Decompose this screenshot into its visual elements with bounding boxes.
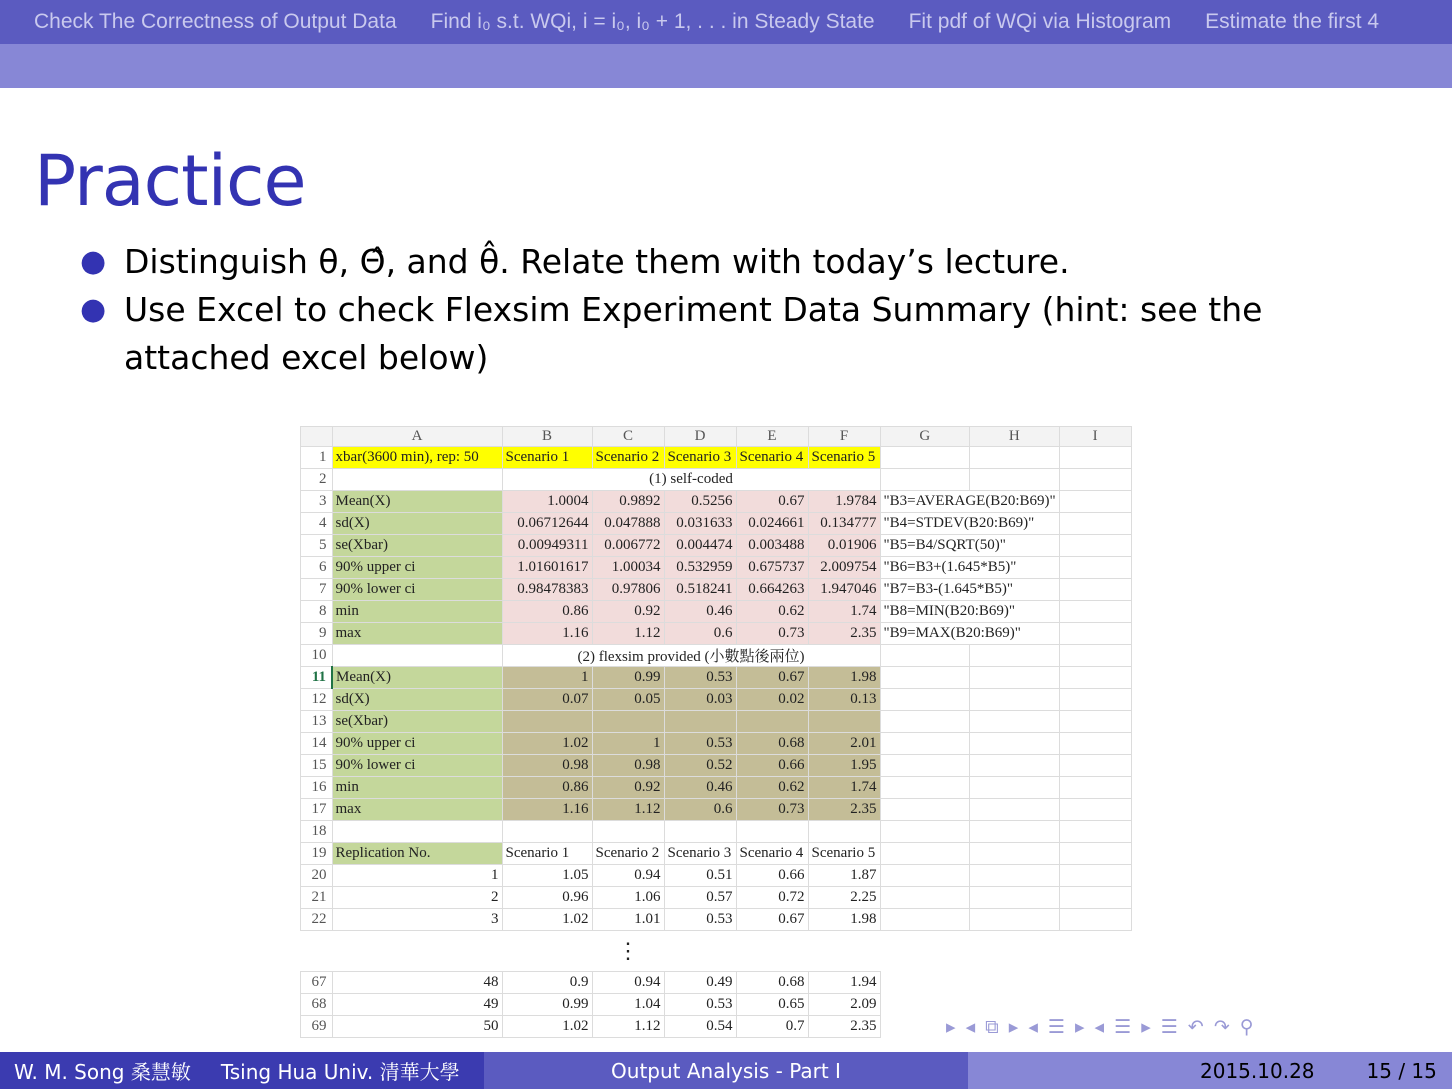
column-header-row xyxy=(301,427,1132,447)
row-header[interactable]: 22 xyxy=(301,909,333,931)
section-label-cell[interactable]: (1) self-coded xyxy=(502,469,880,491)
value-cell[interactable]: 1.9784 xyxy=(808,491,880,513)
header-cell[interactable]: Scenario 3 xyxy=(664,447,736,469)
value-cell[interactable]: 0.54 xyxy=(664,1016,736,1038)
value-cell[interactable]: 1.16 xyxy=(502,799,592,821)
row-header[interactable]: 4 xyxy=(301,513,333,535)
bullet-item xyxy=(78,286,1378,382)
value-cell[interactable]: 1.05 xyxy=(502,865,592,887)
row-header[interactable]: 7 xyxy=(301,579,333,601)
cell[interactable] xyxy=(1059,601,1131,623)
cell[interactable] xyxy=(1059,733,1131,755)
value-cell[interactable]: 1.02 xyxy=(502,909,592,931)
value-cell[interactable]: 1 xyxy=(502,667,592,689)
header-cell[interactable]: Scenario 4 xyxy=(736,843,808,865)
value-cell[interactable]: 1.12 xyxy=(592,1016,664,1038)
value-cell[interactable]: 1.0004 xyxy=(502,491,592,513)
sheet-row xyxy=(301,513,1132,535)
sheet-row xyxy=(301,623,1132,645)
formula-note-cell[interactable]: "B9=MAX(B20:B69)" xyxy=(880,623,1059,645)
column-header[interactable]: B xyxy=(502,427,592,447)
cell[interactable] xyxy=(880,865,970,887)
cell[interactable] xyxy=(1059,689,1131,711)
cell[interactable] xyxy=(970,689,1060,711)
value-cell[interactable]: 0.047888 xyxy=(592,513,664,535)
cell[interactable] xyxy=(970,447,1060,469)
cell[interactable] xyxy=(1059,821,1131,843)
bullet-dot-icon: ● xyxy=(80,244,107,279)
formula-note-cell[interactable]: "B7=B3-(1.645*B5)" xyxy=(880,579,1059,601)
row-header[interactable]: 15 xyxy=(301,755,333,777)
cell xyxy=(1059,931,1131,972)
cell[interactable] xyxy=(592,821,664,843)
sheet-row xyxy=(301,557,1132,579)
bullet-text: Distinguish θ, Θ̂, and θ̂. Relate them with today’s lecture. xyxy=(124,242,1070,281)
cell[interactable] xyxy=(970,821,1060,843)
value-cell[interactable] xyxy=(808,711,880,733)
header-cell[interactable]: Scenario 1 xyxy=(502,843,592,865)
cell[interactable] xyxy=(1059,667,1131,689)
column-header[interactable]: H xyxy=(970,427,1060,447)
cell[interactable] xyxy=(970,865,1060,887)
value-cell[interactable]: 0.67 xyxy=(736,909,808,931)
column-header[interactable]: G xyxy=(880,427,970,447)
value-cell[interactable]: 0.98 xyxy=(592,755,664,777)
value-cell[interactable]: 0.024661 xyxy=(736,513,808,535)
value-cell[interactable]: 0.46 xyxy=(664,601,736,623)
cell[interactable] xyxy=(1059,623,1131,645)
value-cell[interactable]: 1.95 xyxy=(808,755,880,777)
stat-label-cell[interactable]: min xyxy=(332,777,502,799)
cell[interactable] xyxy=(970,645,1060,667)
value-cell[interactable]: 0.67 xyxy=(736,491,808,513)
cell[interactable] xyxy=(880,821,970,843)
formula-note-cell[interactable]: "B8=MIN(B20:B69)" xyxy=(880,601,1059,623)
value-cell[interactable]: 0.94 xyxy=(592,972,664,994)
stat-label-cell[interactable]: Mean(X) xyxy=(332,667,502,689)
cell[interactable] xyxy=(1059,711,1131,733)
bullet-dot-icon: ● xyxy=(80,292,107,327)
stat-label-cell[interactable]: 90% upper ci xyxy=(332,557,502,579)
formula-note-cell[interactable]: "B5=B4/SQRT(50)" xyxy=(880,535,1059,557)
value-cell[interactable]: 0.92 xyxy=(592,601,664,623)
bullet-list xyxy=(78,238,1378,382)
value-cell[interactable]: 0.004474 xyxy=(664,535,736,557)
cell[interactable] xyxy=(1059,909,1131,931)
sheet-row xyxy=(301,711,1132,733)
row-header[interactable]: 68 xyxy=(301,994,333,1016)
cell[interactable] xyxy=(664,821,736,843)
value-cell[interactable]: 0.6 xyxy=(664,799,736,821)
value-cell[interactable]: 2.09 xyxy=(808,994,880,1016)
stat-label-cell[interactable]: sd(X) xyxy=(332,513,502,535)
value-cell[interactable]: 0.003488 xyxy=(736,535,808,557)
value-cell[interactable]: 2.35 xyxy=(808,799,880,821)
value-cell[interactable]: 0.06712644 xyxy=(502,513,592,535)
beamer-navigation-icons[interactable]: ▸ ◂ ⧉ ▸ ◂ ☰ ▸ ◂ ☰ ▸ ☰ ↶ ↷ ⚲ xyxy=(946,1016,1256,1038)
value-cell[interactable]: 1.01 xyxy=(592,909,664,931)
value-cell[interactable]: 0.5256 xyxy=(664,491,736,513)
row-header[interactable]: 5 xyxy=(301,535,333,557)
header-cell[interactable]: Scenario 2 xyxy=(592,843,664,865)
nav-section-estimate[interactable]: Estimate the first 4 xyxy=(1205,10,1380,33)
cell[interactable] xyxy=(970,799,1060,821)
value-cell[interactable]: 0.73 xyxy=(736,623,808,645)
value-cell[interactable]: 0.02 xyxy=(736,689,808,711)
stat-label-cell[interactable]: Mean(X) xyxy=(332,491,502,513)
value-cell[interactable]: 0.01906 xyxy=(808,535,880,557)
value-cell[interactable]: 0.134777 xyxy=(808,513,880,535)
column-header[interactable]: C xyxy=(592,427,664,447)
value-cell[interactable] xyxy=(502,711,592,733)
value-cell[interactable]: 48 xyxy=(332,972,502,994)
value-cell[interactable]: 0.68 xyxy=(736,733,808,755)
value-cell[interactable]: 0.96 xyxy=(502,887,592,909)
value-cell[interactable]: 1 xyxy=(332,865,502,887)
cell xyxy=(332,931,502,972)
value-cell[interactable]: 0.73 xyxy=(736,799,808,821)
nav-section-fit-pdf[interactable]: Fit pdf of WQi via Histogram xyxy=(908,10,1172,33)
row-header[interactable]: 14 xyxy=(301,733,333,755)
cell[interactable] xyxy=(880,799,970,821)
nav-section-steady-state[interactable]: Find i₀ s.t. WQi, i = i₀, i₀ + 1, . . . in Steady State xyxy=(430,10,875,33)
value-cell[interactable]: 0.532959 xyxy=(664,557,736,579)
cell[interactable] xyxy=(332,645,502,667)
column-header[interactable]: A xyxy=(332,427,502,447)
value-cell[interactable] xyxy=(736,711,808,733)
value-cell[interactable]: 2.25 xyxy=(808,887,880,909)
value-cell[interactable]: 0.675737 xyxy=(736,557,808,579)
section-navigation-bar xyxy=(0,0,1452,44)
cell[interactable] xyxy=(880,667,970,689)
value-cell[interactable]: 1.74 xyxy=(808,777,880,799)
value-cell[interactable]: 0.99 xyxy=(592,667,664,689)
cell[interactable] xyxy=(1059,513,1131,535)
value-cell[interactable]: 0.9892 xyxy=(592,491,664,513)
value-cell[interactable]: 0.51 xyxy=(664,865,736,887)
stat-label-cell[interactable]: se(Xbar) xyxy=(332,535,502,557)
row-header[interactable]: 18 xyxy=(301,821,333,843)
excel-spreadsheet xyxy=(300,426,1132,1038)
ellipsis-row xyxy=(301,931,1132,972)
sheet-row xyxy=(301,645,1132,667)
footer-author: W. M. Song 桑慧敏 xyxy=(14,1060,191,1084)
cell[interactable] xyxy=(1059,557,1131,579)
cell[interactable] xyxy=(970,887,1060,909)
sheet-row xyxy=(301,994,1132,1016)
cell[interactable] xyxy=(880,843,970,865)
row-header[interactable]: 16 xyxy=(301,777,333,799)
header-cell[interactable]: Scenario 5 xyxy=(808,843,880,865)
value-cell[interactable]: 0.66 xyxy=(736,865,808,887)
cell[interactable] xyxy=(1059,865,1131,887)
cell[interactable] xyxy=(1059,755,1131,777)
formula-note-cell[interactable]: "B4=STDEV(B20:B69)" xyxy=(880,513,1059,535)
stat-label-cell[interactable]: 90% upper ci xyxy=(332,733,502,755)
slide-title: Practice xyxy=(34,140,306,222)
subsection-bar xyxy=(0,44,1452,88)
row-header[interactable]: 69 xyxy=(301,1016,333,1038)
cell[interactable] xyxy=(880,447,970,469)
value-cell[interactable]: 0.00949311 xyxy=(502,535,592,557)
row-header[interactable]: 67 xyxy=(301,972,333,994)
sheet-row xyxy=(301,601,1132,623)
value-cell[interactable]: 0.86 xyxy=(502,777,592,799)
column-header[interactable]: F xyxy=(808,427,880,447)
cell[interactable] xyxy=(1059,843,1131,865)
formula-note-cell[interactable]: "B6=B3+(1.645*B5)" xyxy=(880,557,1059,579)
sheet-row xyxy=(301,733,1132,755)
value-cell[interactable]: 0.031633 xyxy=(664,513,736,535)
row-header[interactable]: 13 xyxy=(301,711,333,733)
sheet-row xyxy=(301,887,1132,909)
value-cell[interactable]: 1.16 xyxy=(502,623,592,645)
cell xyxy=(808,931,880,972)
value-cell[interactable]: 0.52 xyxy=(664,755,736,777)
cell[interactable] xyxy=(880,755,970,777)
cell[interactable] xyxy=(880,645,970,667)
sheet-row xyxy=(301,667,1132,689)
stat-label-cell[interactable]: max xyxy=(332,799,502,821)
sheet-row xyxy=(301,447,1132,469)
value-cell[interactable]: 50 xyxy=(332,1016,502,1038)
slide-footer xyxy=(0,1052,1452,1089)
value-cell[interactable]: 49 xyxy=(332,994,502,1016)
header-cell[interactable]: Scenario 4 xyxy=(736,447,808,469)
cell[interactable] xyxy=(970,711,1060,733)
cell xyxy=(736,931,808,972)
cell[interactable] xyxy=(970,667,1060,689)
value-cell[interactable]: 1.12 xyxy=(592,799,664,821)
cell[interactable] xyxy=(332,469,502,491)
sheet-row xyxy=(301,469,1132,491)
cell[interactable] xyxy=(1059,887,1131,909)
value-cell[interactable] xyxy=(592,711,664,733)
value-cell[interactable]: 2.009754 xyxy=(808,557,880,579)
bullet-item xyxy=(78,238,1378,286)
select-all-corner[interactable] xyxy=(301,427,333,447)
row-header[interactable]: 3 xyxy=(301,491,333,513)
value-cell[interactable]: 0.6 xyxy=(664,623,736,645)
value-cell[interactable]: 0.65 xyxy=(736,994,808,1016)
row-header[interactable]: 9 xyxy=(301,623,333,645)
nav-section-check-correctness[interactable]: Check The Correctness of Output Data xyxy=(34,10,397,33)
value-cell[interactable]: 0.7 xyxy=(736,1016,808,1038)
cell[interactable] xyxy=(970,909,1060,931)
value-cell[interactable]: 0.99 xyxy=(502,994,592,1016)
footer-middle xyxy=(484,1052,968,1089)
row-header[interactable]: 21 xyxy=(301,887,333,909)
cell[interactable] xyxy=(970,755,1060,777)
sheet-row xyxy=(301,909,1132,931)
cell xyxy=(880,931,970,972)
cell[interactable] xyxy=(502,821,592,843)
value-cell[interactable]: 0.518241 xyxy=(664,579,736,601)
row-header[interactable]: 1 xyxy=(301,447,333,469)
value-cell[interactable]: 0.57 xyxy=(664,887,736,909)
row-header[interactable]: 2 xyxy=(301,469,333,491)
sheet-row xyxy=(301,843,1132,865)
footer-right xyxy=(968,1052,1452,1089)
sheet-row xyxy=(301,865,1132,887)
sheet-row xyxy=(301,535,1132,557)
cell[interactable] xyxy=(1059,777,1131,799)
row-header[interactable]: 11 xyxy=(301,667,333,689)
cell xyxy=(301,931,333,972)
cell[interactable] xyxy=(970,777,1060,799)
value-cell[interactable]: 0.68 xyxy=(736,972,808,994)
cell[interactable] xyxy=(880,689,970,711)
sheet-row xyxy=(301,777,1132,799)
footer-page-number: 15 / 15 xyxy=(1366,1058,1437,1083)
formula-note-cell[interactable]: "B3=AVERAGE(B20:B69)" xyxy=(880,491,1059,513)
header-cell[interactable]: Scenario 1 xyxy=(502,447,592,469)
cell[interactable] xyxy=(880,733,970,755)
header-cell[interactable]: Replication No. xyxy=(332,843,502,865)
header-cell[interactable]: xbar(3600 min), rep: 50 xyxy=(332,447,502,469)
cell[interactable] xyxy=(1059,579,1131,601)
cell[interactable] xyxy=(332,821,502,843)
bullet-text: Use Excel to check Flexsim Experiment Data Summary (hint: see the attached excel below) xyxy=(124,290,1263,377)
value-cell[interactable]: 1.98 xyxy=(808,909,880,931)
row-header[interactable]: 17 xyxy=(301,799,333,821)
value-cell[interactable]: 0.03 xyxy=(664,689,736,711)
value-cell[interactable]: 0.94 xyxy=(592,865,664,887)
cell[interactable] xyxy=(880,711,970,733)
value-cell[interactable]: 1.94 xyxy=(808,972,880,994)
value-cell[interactable]: 0.92 xyxy=(592,777,664,799)
sheet-row xyxy=(301,689,1132,711)
value-cell[interactable]: 0.13 xyxy=(808,689,880,711)
cell[interactable] xyxy=(970,733,1060,755)
value-cell[interactable]: 1.04 xyxy=(592,994,664,1016)
cell[interactable] xyxy=(970,469,1060,491)
footer-institute: Tsing Hua Univ. 清華大學 xyxy=(220,1060,460,1084)
cell[interactable] xyxy=(1059,645,1131,667)
footer-title: Output Analysis - Part I xyxy=(611,1058,841,1083)
value-cell[interactable]: 0.53 xyxy=(664,733,736,755)
value-cell[interactable]: 1.02 xyxy=(502,733,592,755)
header-cell[interactable]: Scenario 2 xyxy=(592,447,664,469)
value-cell[interactable]: 0.98 xyxy=(502,755,592,777)
value-cell[interactable]: 0.05 xyxy=(592,689,664,711)
cell[interactable] xyxy=(880,887,970,909)
cell xyxy=(502,931,592,972)
value-cell[interactable]: 0.07 xyxy=(502,689,592,711)
value-cell[interactable]: 1.87 xyxy=(808,865,880,887)
value-cell[interactable]: 2.35 xyxy=(808,623,880,645)
sheet-row xyxy=(301,491,1132,513)
value-cell[interactable]: 0.62 xyxy=(736,601,808,623)
header-cell[interactable]: Scenario 3 xyxy=(664,843,736,865)
cell[interactable] xyxy=(1059,799,1131,821)
cell[interactable] xyxy=(736,821,808,843)
column-header[interactable]: D xyxy=(664,427,736,447)
row-header[interactable]: 19 xyxy=(301,843,333,865)
row-header[interactable]: 12 xyxy=(301,689,333,711)
value-cell[interactable]: 0.97806 xyxy=(592,579,664,601)
stat-label-cell[interactable]: 90% lower ci xyxy=(332,755,502,777)
value-cell[interactable] xyxy=(664,711,736,733)
cell xyxy=(664,931,736,972)
value-cell[interactable]: 0.53 xyxy=(664,909,736,931)
cell[interactable] xyxy=(880,909,970,931)
row-header[interactable]: 20 xyxy=(301,865,333,887)
sheet-row xyxy=(301,579,1132,601)
value-cell[interactable]: 0.664263 xyxy=(736,579,808,601)
column-header[interactable]: I xyxy=(1059,427,1131,447)
cell[interactable] xyxy=(808,821,880,843)
value-cell[interactable]: 0.72 xyxy=(736,887,808,909)
sheet-row xyxy=(301,821,1132,843)
cell[interactable] xyxy=(1059,491,1131,513)
stat-label-cell[interactable]: sd(X) xyxy=(332,689,502,711)
cell[interactable] xyxy=(1059,469,1131,491)
stat-label-cell[interactable]: min xyxy=(332,601,502,623)
value-cell[interactable]: 0.66 xyxy=(736,755,808,777)
header-cell[interactable]: Scenario 5 xyxy=(808,447,880,469)
value-cell[interactable]: 1.06 xyxy=(592,887,664,909)
sheet-row xyxy=(301,755,1132,777)
stat-label-cell[interactable]: max xyxy=(332,623,502,645)
value-cell[interactable]: 1.74 xyxy=(808,601,880,623)
row-header[interactable]: 8 xyxy=(301,601,333,623)
cell xyxy=(970,931,1060,972)
value-cell[interactable]: 0.53 xyxy=(664,994,736,1016)
value-cell[interactable]: 1.00034 xyxy=(592,557,664,579)
section-label-cell[interactable]: (2) flexsim provided (小數點後兩位) xyxy=(502,645,880,667)
value-cell[interactable]: 0.98478383 xyxy=(502,579,592,601)
sheet-row xyxy=(301,972,1132,994)
value-cell[interactable]: 1 xyxy=(592,733,664,755)
value-cell[interactable]: 0.67 xyxy=(736,667,808,689)
value-cell[interactable]: 1.947046 xyxy=(808,579,880,601)
row-header[interactable]: 6 xyxy=(301,557,333,579)
value-cell[interactable]: 2 xyxy=(332,887,502,909)
value-cell[interactable]: 1.02 xyxy=(502,1016,592,1038)
value-cell[interactable]: 1.98 xyxy=(808,667,880,689)
cell[interactable] xyxy=(1059,447,1131,469)
footer-date: 2015.10.28 xyxy=(1200,1058,1315,1083)
value-cell[interactable]: 1.01601617 xyxy=(502,557,592,579)
value-cell[interactable]: 2.35 xyxy=(808,1016,880,1038)
footer-left xyxy=(0,1052,484,1089)
value-cell[interactable]: 0.53 xyxy=(664,667,736,689)
cell[interactable] xyxy=(880,469,970,491)
value-cell[interactable]: 1.12 xyxy=(592,623,664,645)
value-cell[interactable]: 3 xyxy=(332,909,502,931)
sheet-row xyxy=(301,799,1132,821)
value-cell[interactable]: 0.9 xyxy=(502,972,592,994)
stat-label-cell[interactable]: 90% lower ci xyxy=(332,579,502,601)
value-cell[interactable]: 0.006772 xyxy=(592,535,664,557)
cell[interactable] xyxy=(970,843,1060,865)
cell[interactable] xyxy=(1059,535,1131,557)
value-cell[interactable]: 2.01 xyxy=(808,733,880,755)
vertical-ellipsis: ⋮ xyxy=(617,938,639,963)
value-cell[interactable]: 0.49 xyxy=(664,972,736,994)
cell[interactable] xyxy=(880,777,970,799)
row-header[interactable]: 10 xyxy=(301,645,333,667)
column-header[interactable]: E xyxy=(736,427,808,447)
value-cell[interactable]: 0.46 xyxy=(664,777,736,799)
stat-label-cell[interactable]: se(Xbar) xyxy=(332,711,502,733)
value-cell[interactable]: 0.86 xyxy=(502,601,592,623)
value-cell[interactable]: 0.62 xyxy=(736,777,808,799)
